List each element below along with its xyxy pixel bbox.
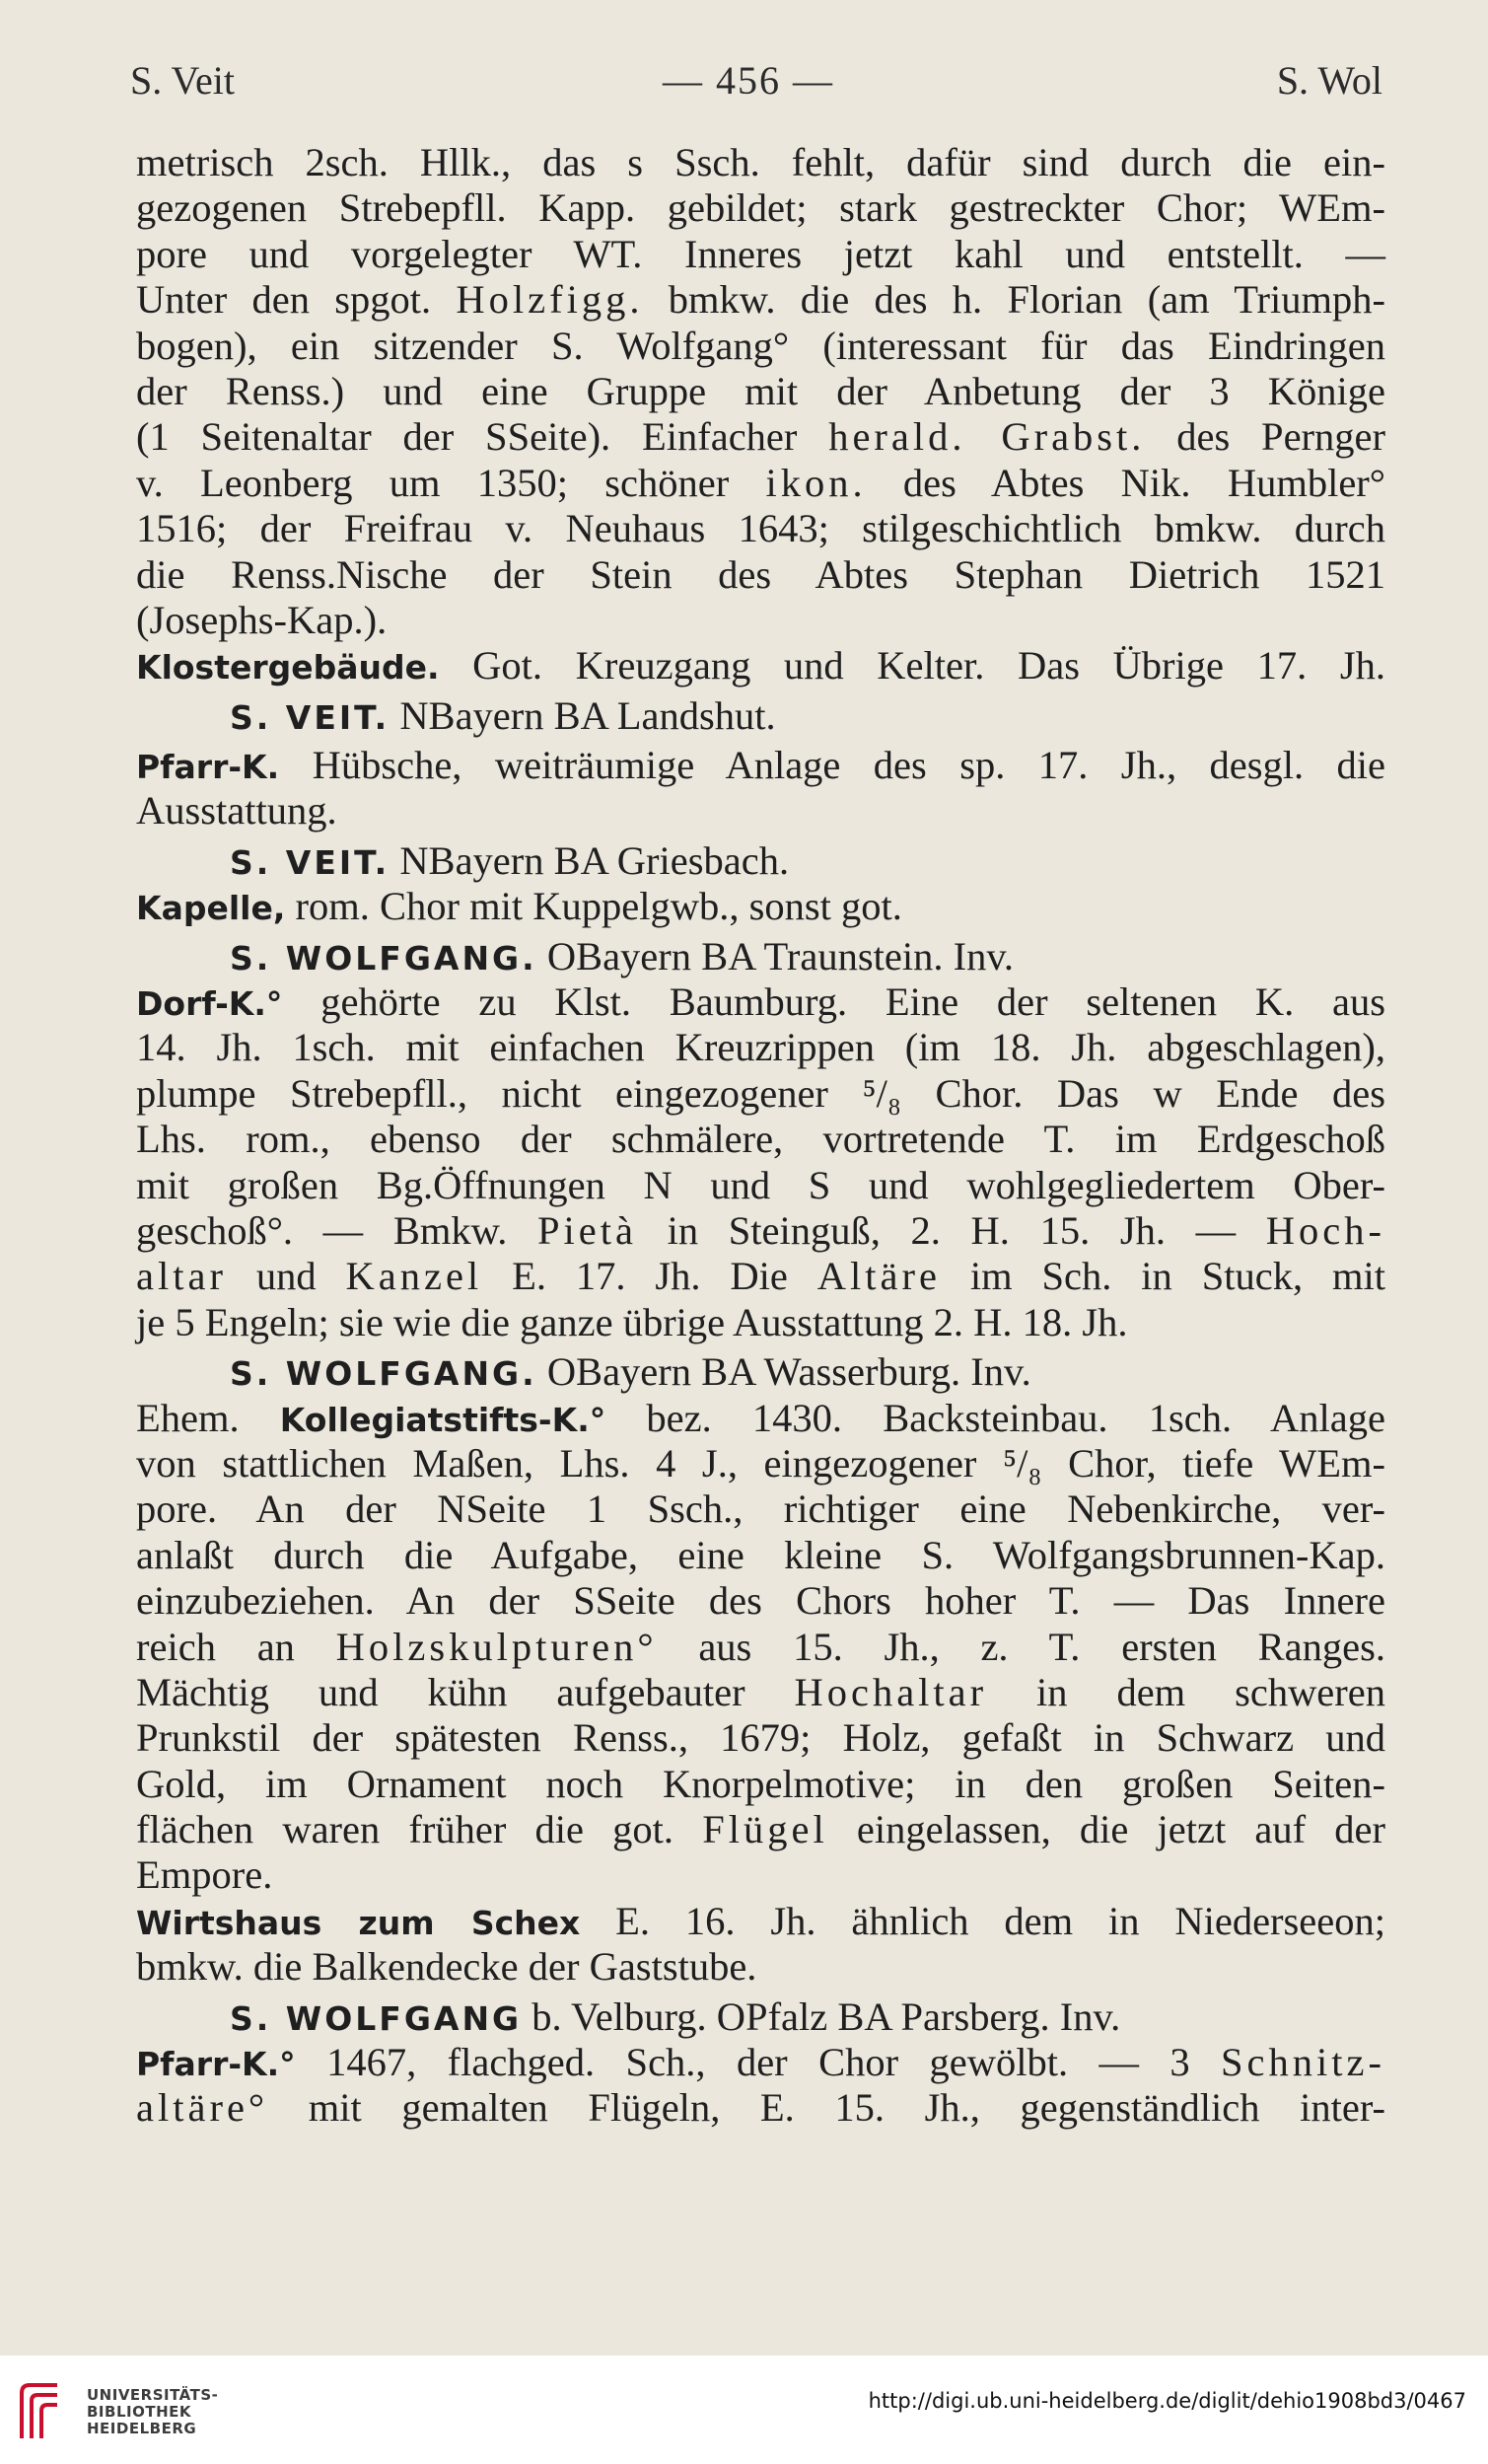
- text-line: [136, 1670, 1385, 1715]
- text-run: Gold, im Ornament noch Knorpelmotive; in den großen Seiten-: [136, 1761, 1385, 1806]
- text-line: [136, 2040, 1385, 2085]
- footer: [0, 2355, 1488, 2464]
- library-name-line: UNIVERSITÄTS-: [87, 2386, 219, 2404]
- text-line: [136, 1715, 1385, 1761]
- text-run: plumpe Strebepfll., nicht eingezogener ⁵/₈ Chor. Das w Ende des: [136, 1070, 1385, 1116]
- text-line: [136, 1807, 1385, 1852]
- entry-heading: S. WOLFGANG.: [230, 938, 537, 978]
- text-run: (Josephs-Kap.).: [136, 597, 388, 642]
- text-line: [136, 324, 1385, 369]
- library-name: [87, 2387, 218, 2437]
- text-line: [136, 232, 1385, 277]
- text-run: Flügel: [702, 1807, 828, 1852]
- library-name-line: HEIDELBERG: [87, 2420, 197, 2437]
- entry-heading: S. VEIT.: [230, 842, 390, 882]
- entry-heading: S. WOLFGANG: [230, 1998, 523, 2038]
- building-heading: Dorf-K.°: [136, 984, 283, 1024]
- text-run: die Renss.Nische der Stein des Abtes Stephan Dietrich 1521: [136, 551, 1385, 597]
- text-line: [136, 1254, 1385, 1299]
- text-run: geschoß°. — Bmkw.: [136, 1207, 537, 1253]
- text-run: bez. 1430. Backsteinbau. 1sch. Anlage: [605, 1395, 1385, 1440]
- text-run: des Pernger: [1145, 414, 1385, 460]
- text-line: [136, 1578, 1385, 1624]
- text-run: anlaßt durch die Aufgabe, eine kleine S. Wolfgangsbrunnen-Kap.: [136, 1532, 1385, 1577]
- text-run: in Steinguß, 2. H. 15. Jh. —: [636, 1207, 1266, 1253]
- building-heading: Kollegiatstifts-K.°: [279, 1400, 606, 1439]
- text-run: in dem schweren: [987, 1669, 1385, 1714]
- text-run: Mächtig und kühn aufgebauter: [136, 1669, 795, 1714]
- text-line: [136, 979, 1385, 1025]
- text-run: im Sch. in Stuck, mit: [940, 1254, 1385, 1299]
- text-line: [136, 1071, 1385, 1117]
- text-run: reich an: [136, 1624, 336, 1669]
- text-line: [136, 1441, 1385, 1486]
- text-run: des Abtes Nik. Humbler°: [866, 460, 1385, 505]
- text-run: altäre°: [136, 2085, 269, 2131]
- building-heading: Klostergebäude.: [136, 648, 440, 688]
- entry-heading: S. WOLFGANG.: [230, 1354, 537, 1394]
- text-run: E. 16. Jh. ähnlich dem in Niederseeon;: [580, 1898, 1385, 1943]
- text-run: 1516; der Freifrau v. Neuhaus 1643; stilgeschichtlich bmkw. durch: [136, 506, 1385, 551]
- text-run: rom. Chor mit Kuppelgwb., sonst got.: [285, 884, 902, 929]
- text-line: [136, 1762, 1385, 1807]
- text-run: je 5 Engeln; sie wie die ganze übrige Ausstattung 2. H. 18. Jh.: [136, 1299, 1128, 1344]
- text-line: [136, 788, 1385, 833]
- page-number: — 456 —: [663, 58, 834, 103]
- text-run: einzubeziehen. An der SSeite des Chors hoher T. — Das Innere: [136, 1578, 1385, 1624]
- text-run: flächen waren früher die got.: [136, 1807, 703, 1852]
- text-run: Unter den spgot.: [136, 277, 457, 323]
- text-run: mit großen Bg.Öffnungen N und S und wohlgegliedertem Ober-: [136, 1162, 1385, 1207]
- text-run: gezogenen Strebepfll. Kapp. gebildet; stark gestreckter Chor; WEm-: [136, 185, 1385, 231]
- text-line: [136, 277, 1385, 323]
- text-run: Kanzel: [345, 1254, 483, 1299]
- text-run: herald. Grabst.: [828, 414, 1146, 460]
- text-run: gehörte zu Klst. Baumburg. Eine der seltenen K. aus: [282, 979, 1385, 1025]
- text-line: [136, 1994, 1385, 2040]
- text-run: mit gemalten Flügeln, E. 15. Jh., gegenständlich inter-: [268, 2085, 1385, 2131]
- text-run: Schnitz-: [1221, 2040, 1385, 2085]
- building-heading: Wirtshaus zum Schex: [136, 1903, 581, 1942]
- building-heading: Pfarr-K.°: [136, 2045, 296, 2084]
- text-run: von stattlichen Maßen, Lhs. 4 J., eingezogener ⁵/₈ Chor, tiefe WEm-: [136, 1440, 1385, 1486]
- text-run: aus 15. Jh., z. T. ersten Ranges.: [657, 1624, 1385, 1669]
- text-run: OBayern BA Wasserburg. Inv.: [536, 1349, 1031, 1395]
- text-run: metrisch 2sch. Hllk., das s Ssch. fehlt, dafür sind durch die ein-: [136, 140, 1385, 184]
- text-line: [136, 1025, 1385, 1070]
- text-line: [136, 934, 1385, 979]
- text-run: Empore.: [136, 1852, 273, 1898]
- running-head: [130, 57, 1382, 110]
- text-run: ikon.: [765, 460, 867, 505]
- library-logo-icon: [18, 2381, 63, 2442]
- text-run: bogen), ein sitzender S. Wolfgang° (interessant für das Eindringen: [136, 323, 1385, 368]
- text-line: [136, 2085, 1385, 2131]
- text-line: [136, 369, 1385, 414]
- text-run: NBayern BA Landshut.: [390, 692, 776, 738]
- text-line: [136, 1625, 1385, 1670]
- text-run: pore. An der NSeite 1 Ssch., richtiger eine Nebenkirche, ver-: [136, 1486, 1385, 1532]
- text-run: bmkw. die des h. Florian (am Triumph-: [643, 277, 1386, 323]
- text-line: [136, 1349, 1385, 1395]
- text-line: [136, 1208, 1385, 1254]
- text-line: [136, 1396, 1385, 1441]
- entry-heading: S. VEIT.: [230, 697, 390, 737]
- text-line: [136, 1944, 1385, 1990]
- text-line: [136, 1486, 1385, 1532]
- text-line: [136, 140, 1385, 185]
- text-line: [136, 598, 1385, 643]
- text-run: und: [226, 1254, 346, 1299]
- text-run: 1467, flachged. Sch., der Chor gewölbt. — 3: [295, 2040, 1222, 2085]
- text-run: (1 Seitenaltar der SSeite). Einfacher: [136, 414, 829, 460]
- text-run: v. Leonberg um 1350; schöner: [136, 460, 766, 505]
- text-line: [136, 693, 1385, 739]
- text-run: Pietà: [536, 1207, 637, 1253]
- text-run: pore und vorgelegter WT. Inneres jetzt kahl und entstellt. —: [136, 231, 1385, 276]
- text-line: [136, 743, 1385, 788]
- text-run: Altäre: [816, 1254, 941, 1299]
- text-run: Hochaltar: [794, 1669, 988, 1714]
- text-run: Got. Kreuzgang und Kelter. Das Übrige 17. Jh.: [439, 643, 1385, 688]
- text-run: Ehem.: [136, 1395, 280, 1440]
- text-run: Lhs. rom., ebenso der schmälere, vortretende T. im Erdgeschoß: [136, 1117, 1385, 1162]
- building-heading: Pfarr-K.: [136, 748, 280, 787]
- text-line: [136, 552, 1385, 598]
- text-line: [136, 1852, 1385, 1898]
- text-run: NBayern BA Griesbach.: [390, 837, 790, 883]
- text-run: altar: [136, 1254, 227, 1299]
- body-text: [136, 140, 1385, 2132]
- text-line: [136, 1899, 1385, 1944]
- text-run: Holzskulpturen°: [335, 1624, 658, 1669]
- text-line: [136, 461, 1385, 506]
- text-line: [136, 643, 1385, 688]
- building-heading: Kapelle,: [136, 889, 286, 928]
- text-run: Prunkstil der spätesten Renss., 1679; Holz, gefaßt in Schwarz und: [136, 1715, 1385, 1761]
- running-head-left: S. Veit: [130, 58, 235, 103]
- text-line: [136, 414, 1385, 460]
- source-url[interactable]: http://digi.ub.uni-heidelberg.de/diglit/dehio1908bd3/0467: [868, 2389, 1466, 2413]
- text-run: Ausstattung.: [136, 788, 337, 833]
- text-line: [136, 1300, 1385, 1345]
- running-head-right: S. Wol: [1276, 58, 1382, 103]
- text-run: OBayern BA Traunstein. Inv.: [536, 933, 1015, 978]
- text-line: [136, 185, 1385, 231]
- text-run: Holzfigg.: [456, 277, 644, 323]
- text-run: eingelassen, die jetzt auf der: [827, 1807, 1385, 1852]
- text-line: [136, 506, 1385, 551]
- text-line: [136, 1533, 1385, 1578]
- text-run: E. 17. Jh. Die: [482, 1254, 817, 1299]
- text-line: [136, 838, 1385, 884]
- text-run: Hübsche, weiträumige Anlage des sp. 17. Jh., desgl. die: [279, 743, 1385, 788]
- text-line: [136, 884, 1385, 929]
- text-run: der Renss.) und eine Gruppe mit der Anbetung der 3 Könige: [136, 368, 1385, 413]
- text-line: [136, 1117, 1385, 1162]
- text-run: 14. Jh. 1sch. mit einfachen Kreuzrippen (im 18. Jh. abgeschlagen),: [136, 1025, 1385, 1070]
- text-run: Hoch-: [1265, 1207, 1385, 1253]
- library-name-line: BIBLIOTHEK: [87, 2403, 191, 2421]
- text-line: [136, 1163, 1385, 1208]
- text-run: b. Velburg. OPfalz BA Parsberg. Inv.: [522, 1993, 1121, 2039]
- text-run: bmkw. die Balkendecke der Gaststube.: [136, 1944, 757, 1990]
